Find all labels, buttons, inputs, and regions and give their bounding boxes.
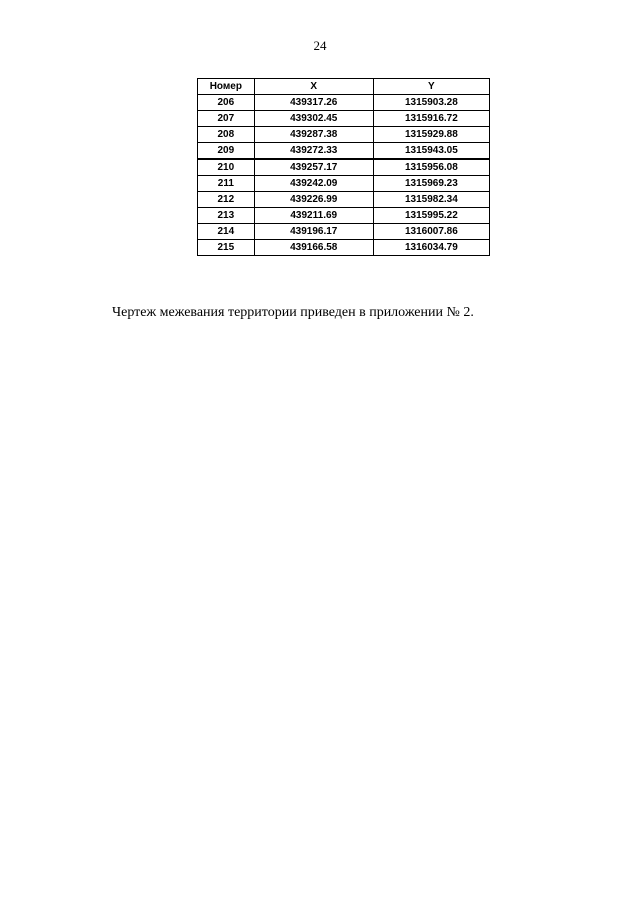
header-y: Y [373,79,489,95]
cell-x: 439287.38 [254,127,373,143]
table-row [198,176,490,192]
cell-number: 215 [198,240,255,256]
cell-number: 207 [198,111,255,127]
header-number: Номер [198,79,255,95]
header-x: X [254,79,373,95]
caption-text: Чертеж межевания территории приведен в приложении № 2. [112,305,474,320]
cell-x: 439257.17 [254,159,373,176]
cell-y: 1315943.05 [373,143,489,160]
cell-y: 1316007.86 [373,224,489,240]
cell-x: 439272.33 [254,143,373,160]
cell-number: 213 [198,208,255,224]
cell-y: 1315969.23 [373,176,489,192]
cell-x: 439242.09 [254,176,373,192]
table-row [198,159,490,176]
table-row [198,192,490,208]
cell-number: 208 [198,127,255,143]
cell-y: 1316034.79 [373,240,489,256]
table-row [198,127,490,143]
cell-number: 209 [198,143,255,160]
table-row [198,95,490,111]
cell-x: 439302.45 [254,111,373,127]
coordinates-table [197,78,490,256]
cell-x: 439166.58 [254,240,373,256]
cell-x: 439196.17 [254,224,373,240]
cell-number: 211 [198,176,255,192]
table-header-row [198,79,490,95]
cell-number: 210 [198,159,255,176]
cell-number: 212 [198,192,255,208]
cell-x: 439317.26 [254,95,373,111]
cell-x: 439211.69 [254,208,373,224]
cell-x: 439226.99 [254,192,373,208]
table-row [198,224,490,240]
cell-number: 206 [198,95,255,111]
cell-number: 214 [198,224,255,240]
page-number: 24 [313,38,327,53]
cell-y: 1315982.34 [373,192,489,208]
cell-y: 1315916.72 [373,111,489,127]
cell-y: 1315956.08 [373,159,489,176]
table-row [198,143,490,160]
table-row [198,111,490,127]
cell-y: 1315995.22 [373,208,489,224]
cell-y: 1315929.88 [373,127,489,143]
table-row [198,240,490,256]
table-row [198,208,490,224]
cell-y: 1315903.28 [373,95,489,111]
